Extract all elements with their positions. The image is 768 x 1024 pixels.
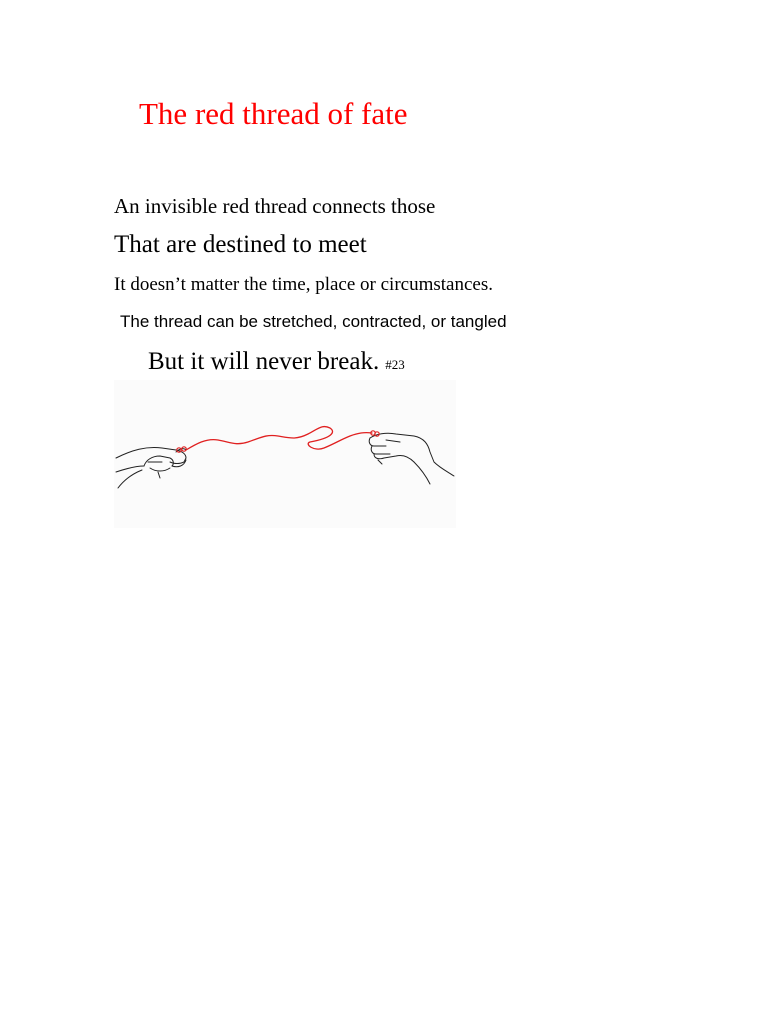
red-thread-line (186, 427, 372, 450)
red-thread-illustration (114, 380, 456, 528)
poem-line-5 (148, 347, 405, 380)
poem-title: The red thread of fate (139, 96, 408, 131)
left-hand-drawing (116, 447, 186, 488)
right-hand-drawing (369, 433, 454, 484)
hands-with-red-thread-image (114, 380, 456, 528)
poem-line-1: An invisible red thread connects those (114, 194, 436, 218)
poem-line-3: It doesn’t matter the time, place or circumstances. (114, 274, 493, 295)
poem-line-2: That are destined to meet (114, 231, 367, 258)
poem-tag: #23 (385, 357, 405, 372)
poem-line-4: The thread can be stretched, contracted, or tangled (120, 312, 507, 331)
poem-line-5-text: But it will never break. (148, 348, 380, 375)
